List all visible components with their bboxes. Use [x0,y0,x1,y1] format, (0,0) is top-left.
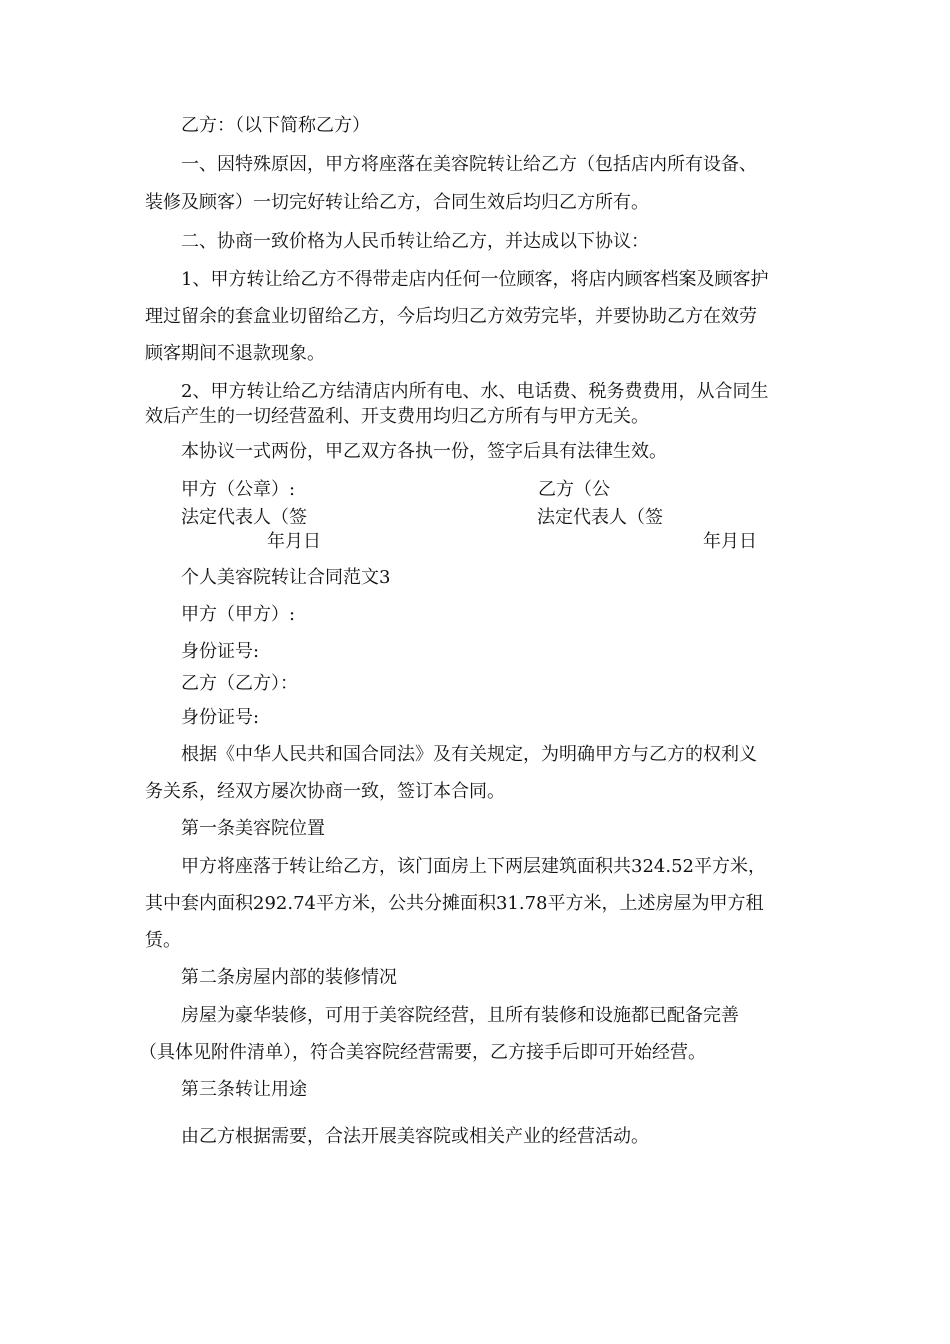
party-a: 甲方（甲方）: [181,604,296,625]
art2-title: 第二条房屋内部的装修情况 [181,967,397,988]
sign-yi-seal: 乙方（公 [538,479,610,500]
p8-line2: （具体见附件清单），符合美容院经营需要，乙方接手后即可开始经营。 [139,1042,706,1063]
p7-line1: 甲方将座落于转让给乙方，该门面房上下两层建筑面积共324.52平方米， [181,856,766,877]
p5: 本协议一式两份，甲乙双方各执一份，签字后具有法律生效。 [181,441,667,462]
sign-yi-rep: 法定代表人（签 [537,507,663,528]
id-b: 身份证号: [181,707,260,728]
section3-title: 个人美容院转让合同范文3 [181,567,391,588]
p8-line1: 房屋为豪华装修，可用于美容院经营，且所有装修和设施都已配备完善 [181,1005,739,1026]
sign-jia-seal: 甲方（公章）: [181,479,296,500]
p7-line3: 赁。 [145,930,181,951]
p4-line1: 2、甲方转让给乙方结清店内所有电、水、电话费、税务费费用，从合同生 [181,381,769,402]
p9: 由乙方根据需要，合法开展美容院或相关产业的经营活动。 [181,1126,649,1147]
p3-line3: 顾客期间不退款现象。 [145,343,325,364]
sign-jia-rep: 法定代表人（签 [181,507,307,528]
id-a: 身份证号: [181,641,260,662]
p1-line1: 一、因特殊原因，甲方将座落在美容院转让给乙方（包括店内所有设备、 [181,154,757,175]
yifang-intro: 乙方：（以下简称乙方） [181,115,370,136]
art3-title: 第三条转让用途 [181,1079,307,1100]
sign-date-right: 年月日 [703,531,757,552]
p3-line1: 1、甲方转让给乙方不得带走店内任何一位顾客，将店内顾客档案及顾客护 [181,269,769,290]
p4-line2: 效后产生的一切经营盈利、开支费用均归乙方所有与甲方无关。 [145,406,649,427]
sign-date-left: 年月日 [267,531,321,552]
p7-line2: 其中套内面积292.74平方米，公共分摊面积31.78平方米，上述房屋为甲方租 [145,893,764,914]
p1-line2: 装修及顾客）一切完好转让给乙方，合同生效后均归乙方所有。 [145,192,649,213]
p6-line2: 务关系，经双方屡次协商一致，签订本合同。 [145,781,505,802]
p2: 二、协商一致价格为人民币转让给乙方，并达成以下协议： [181,231,649,252]
party-b: 乙方（乙方）： [181,673,298,694]
p6-line1: 根据《中华人民共和国合同法》及有关规定，为明确甲方与乙方的权利义 [181,744,757,765]
art1-title: 第一条美容院位置 [181,818,325,839]
p3-line2: 理过留余的套盒业切留给乙方，今后均归乙方效劳完毕，并要协助乙方在效劳 [145,306,757,327]
